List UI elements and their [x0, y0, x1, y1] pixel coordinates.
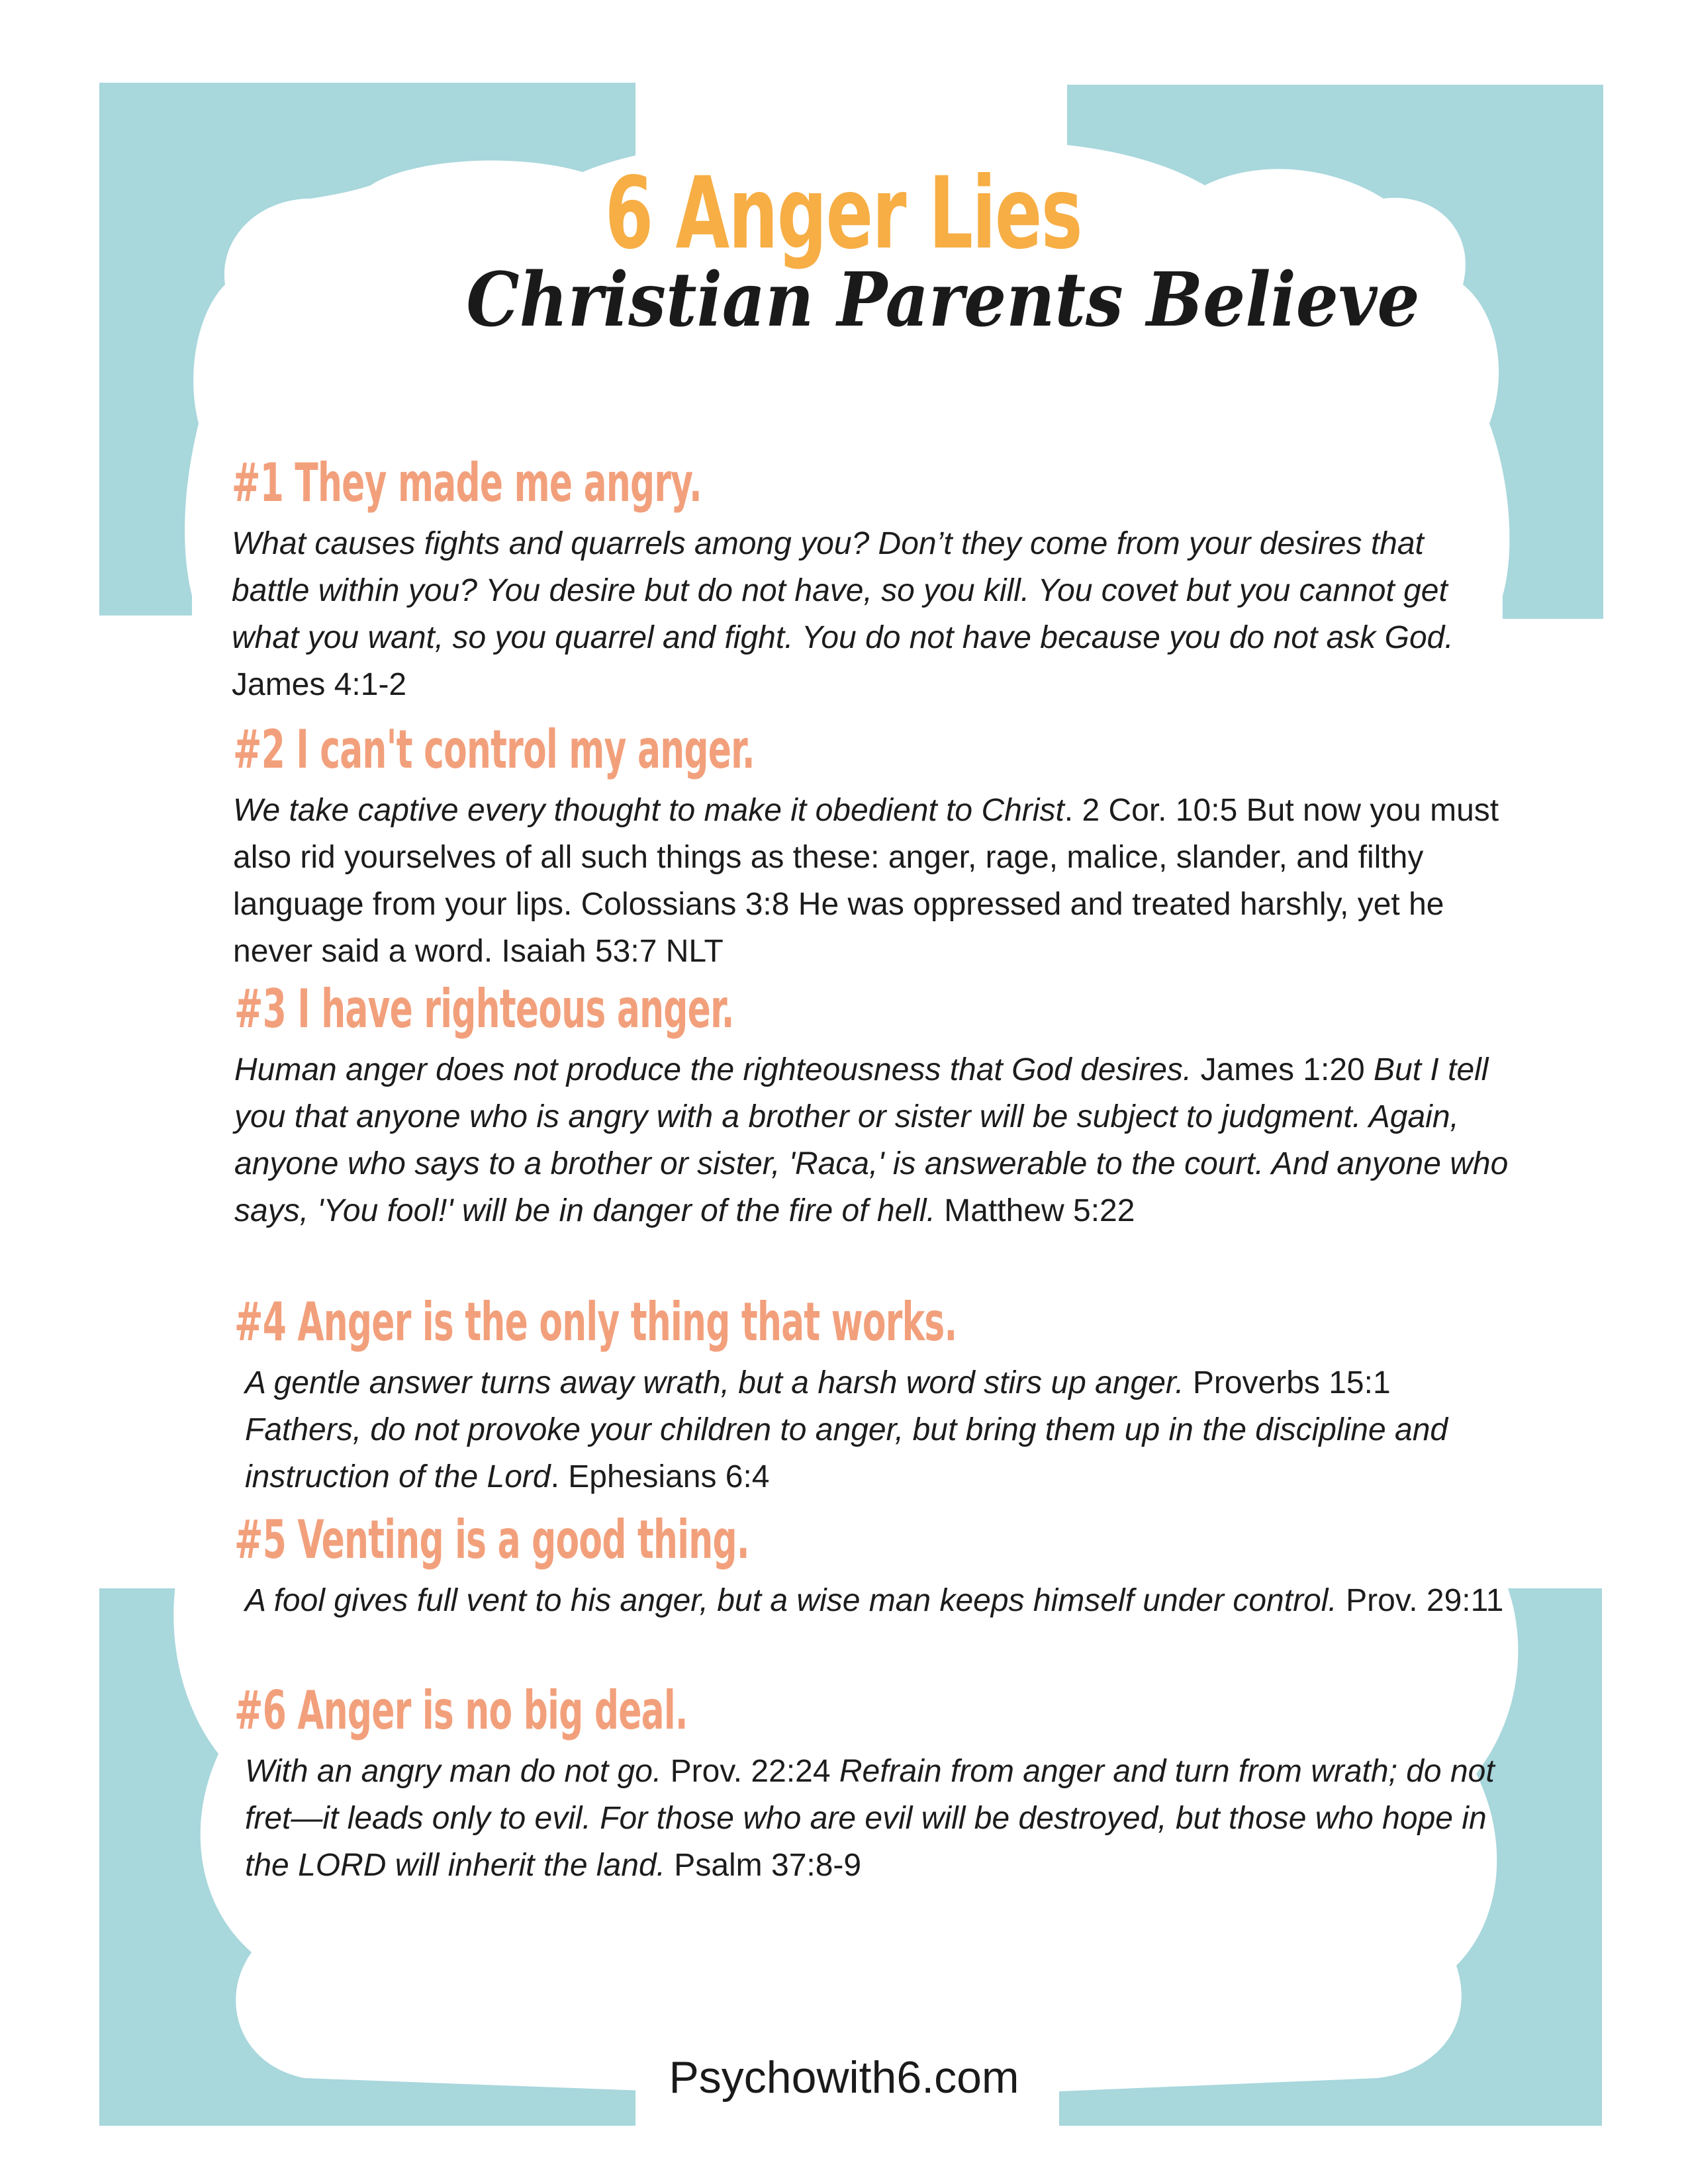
lie-section-6 [234, 1680, 1532, 1889]
lie-scripture [245, 1577, 1512, 1624]
scripture-quote: We take captive every thought to make it obedient to Christ [233, 793, 1064, 828]
scripture-quote: Human anger does not produce the righteousness that God desires. [234, 1052, 1192, 1087]
scripture-quote: Fathers, do not provoke your children to anger, but bring them up in the discipline and instruction of the Lord [245, 1412, 1448, 1494]
lie-heading: #2 I can't control my anger. [233, 719, 755, 780]
lie-scripture [234, 1046, 1512, 1234]
lie-section-5 [234, 1509, 1512, 1624]
scripture-quote: With an angry man do not go. [245, 1754, 662, 1789]
lie-section-1 [232, 452, 1509, 708]
lie-heading: #1 They made me angry. [232, 452, 702, 514]
scripture-quote: Refrain from anger and turn from wrath; do not fret—it leads only to evil. For those who are evil will be destroyed, but those who hope in the LORD will inherit the land. [245, 1754, 1495, 1883]
scripture-quote: A gentle answer turns away wrath, but a harsh word stirs up anger. [245, 1365, 1184, 1400]
lie-heading: #3 I have righteous anger. [234, 978, 734, 1040]
scripture-reference: Matthew 5:22 [935, 1193, 1135, 1228]
lie-scripture [245, 1748, 1532, 1889]
scripture-quote: What causes fights and quarrels among you? Don’t they come from your desires that battle within you? You desire but do not have, so you kill. You covet but you cannot get what you want, so you quarrel and fight. You do not have because you do not ask God. [232, 526, 1454, 655]
footer-website: Psychowith6.com [669, 2052, 1019, 2103]
lie-heading: #4 Anger is the only thing that works. [234, 1291, 957, 1353]
lie-section-3 [234, 978, 1512, 1234]
scripture-reference: . Ephesians 6:4 [550, 1459, 770, 1494]
lie-heading: #6 Anger is no big deal. [234, 1680, 688, 1741]
lie-scripture [245, 1359, 1512, 1500]
scripture-reference: Proverbs 15:1 [1184, 1365, 1391, 1400]
lie-section-2 [233, 719, 1511, 975]
scripture-quote: But I tell you that anyone who is angry with a brother or sister will be subject to judgment. Again, anyone who says to a brother or sister, 'Raca,' is answerable to the court. And anyone who says, 'You fool!' will be in danger of the fire of hell. [234, 1052, 1509, 1228]
lie-section-4 [234, 1291, 1512, 1500]
scripture-quote: A fool gives full vent to his anger, but a wise man keeps himself under control. [245, 1583, 1337, 1618]
scripture-reference: Prov. 22:24 [661, 1754, 839, 1789]
lie-heading: #5 Venting is a good thing. [234, 1509, 749, 1570]
scripture-reference: James 4:1-2 [232, 667, 407, 702]
title-main: 6 Anger Lies [604, 156, 1082, 271]
scripture-reference: Psalm 37:8-9 [665, 1848, 862, 1883]
scripture-reference: James 1:20 [1192, 1052, 1374, 1087]
title-subtitle: Christian Parents Believe [466, 257, 1420, 343]
scripture-reference: Prov. 29:11 [1336, 1583, 1504, 1618]
lie-scripture [232, 520, 1509, 708]
scripture-reference: . 2 Cor. 10:5 But now you must also rid yourselves of all such things as these: anger, rage, malice, slander, and filthy language from your lips. Colossians 3:8 He was oppressed and treated harshly, yet he never said a word. Isaiah 53:7 NLT [233, 793, 1499, 969]
lie-scripture [233, 787, 1511, 975]
